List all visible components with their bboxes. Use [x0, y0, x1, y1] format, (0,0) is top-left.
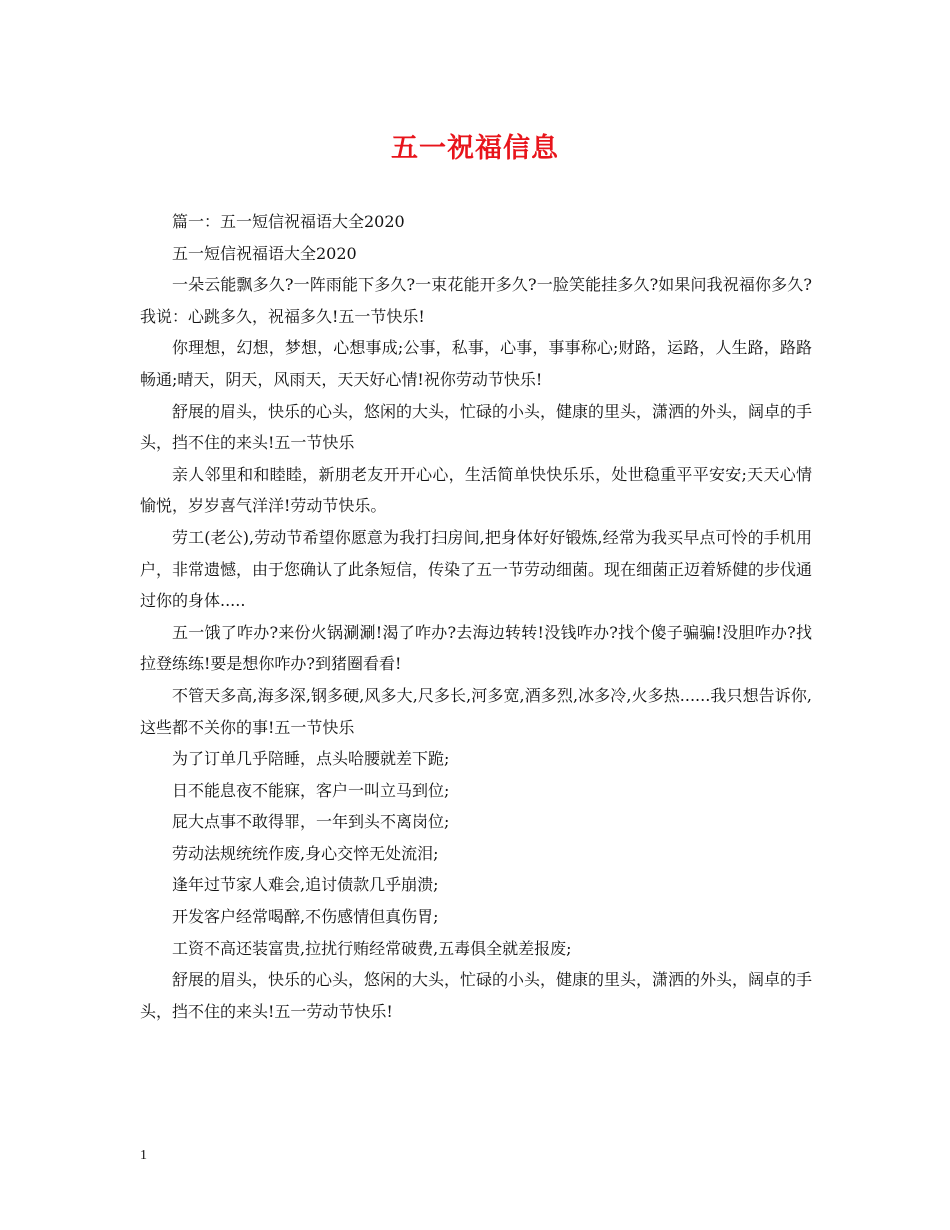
paragraph: 你理想，幻想，梦想，心想事成;公事，私事，心事，事事称心;财路，运路，人生路，路路畅通;晴天，阴天，风雨天，天天好心情!祝你劳动节快乐!: [140, 338, 812, 389]
paragraph: 不管天多高,海多深,钢多硬,风多大,尺多长,河多宽,酒多烈,冰多冷,火多热......我只想告诉你,这些都不关你的事!五一节快乐: [140, 685, 812, 737]
paragraph: 五一短信祝福语大全2020: [172, 243, 357, 263]
paragraph: 日不能息夜不能寐，客户一叫立马到位;: [172, 780, 450, 800]
paragraph: 一朵云能飘多久?一阵雨能下多久?一束花能开多久?一脸笑能挂多久?如果问我祝福你多久?我说：心跳多久，祝福多久!五一节快乐!: [140, 275, 812, 326]
paragraph: 劳工(老公),劳动节希望你愿意为我打扫房间,把身体好好锻炼,经常为我买早点可怜的手机用户，非常遗憾，由于您确认了此条短信，传染了五一节劳动细菌。现在细菌正迈着矫健的步伐通过你的身体.....: [140, 527, 813, 611]
page-title: 五一祝福信息: [391, 133, 559, 164]
paragraph: 为了订单几乎陪睡，点头哈腰就差下跪;: [172, 749, 450, 769]
paragraph: 工资不高还装富贵,拉扰行贿经常破费,五毒俱全就差报废;: [172, 938, 572, 958]
paragraph: 屁大点事不敢得罪，一年到头不离岗位;: [172, 812, 450, 832]
page-number: 1: [140, 1148, 147, 1163]
paragraph: 舒展的眉头，快乐的心头，悠闲的大头，忙碌的小头，健康的里头，潇洒的外头，阔卓的手头，挡不住的来头!五一劳动节快乐!: [140, 970, 813, 1021]
paragraph: 劳动法规统统作废,身心交悴无处流泪;: [172, 843, 439, 863]
paragraph: 舒展的眉头，快乐的心头，悠闲的大头，忙碌的小头，健康的里头，潇洒的外头，阔卓的手头，挡不住的来头!五一节快乐: [140, 401, 813, 453]
paragraph: 逢年过节家人难会,追讨债款几乎崩溃;: [172, 875, 439, 895]
document-body: [140, 206, 812, 1027]
paragraph: 开发客户经常喝醉,不伤感情但真伤胃;: [172, 907, 439, 927]
paragraph: 亲人邻里和和睦睦，新朋老友开开心心，生活简单快快乐乐，处世稳重平平安安;天天心情愉悦，岁岁喜气洋洋!劳动节快乐。: [140, 464, 812, 516]
paragraph: 篇一：五一短信祝福语大全2020: [172, 212, 405, 231]
paragraph: 五一饿了咋办?来份火锅涮涮!渴了咋办?去海边转转!没钱咋办?找个傻子骗骗!没胆咋办?找拉登练练!要是想你咋办?到猪圈看看!: [140, 622, 812, 674]
